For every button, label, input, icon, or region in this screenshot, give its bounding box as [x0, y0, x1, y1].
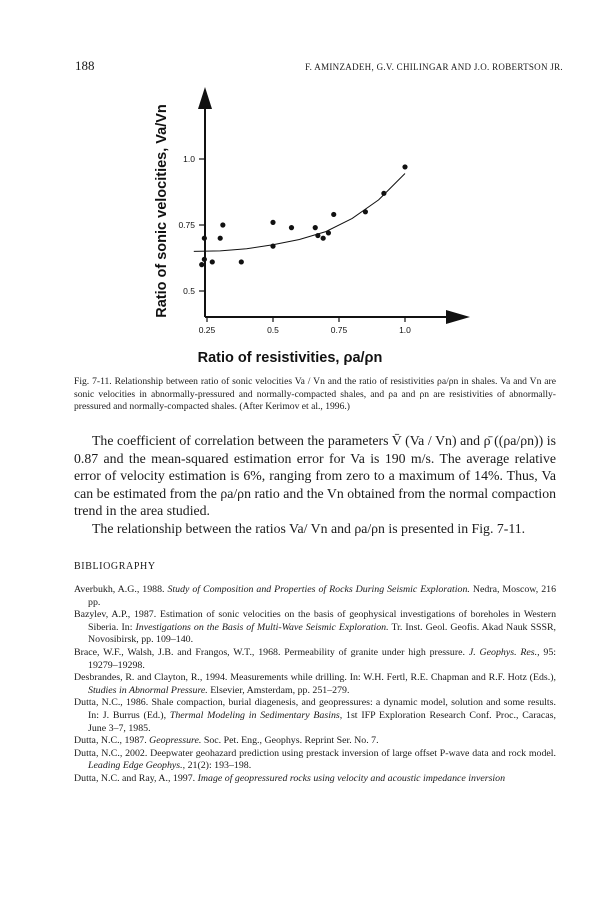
body-paragraph-2: The relationship between the ratios Va/ Vn and ρa/ρn is presented in Fig. 7-11.: [92, 520, 526, 536]
reference-item: Dutta, N.C., 1987. Geopressure. Soc. Pet. Eng., Geophys. Reprint Ser. No. 7.: [74, 735, 379, 747]
reference-item: Brace, W.F., Walsh, J.B. and Frangos, W.T., 1968. Permeability of granite under high pressure. J. Geophys. Res., 95: 19279–19298.: [74, 646, 557, 671]
data-point: [402, 164, 407, 169]
y-tick-label: 0.5: [183, 286, 195, 296]
chart-axes: [154, 87, 470, 366]
x-tick-label: 0.75: [330, 325, 348, 335]
y-axis-label: Ratio of sonic velocities, Va/Vn: [154, 104, 170, 318]
data-point: [381, 191, 386, 196]
data-point: [239, 259, 244, 264]
reference-item: Bazylev, A.P., 1987. Estimation of sonic velocities on the basis of geophysical investigations of boreholes in Western Siberia. In: Investigations on the Basis of Multi-Wave Seismic Exploration. Tr. Inst. Geol. Geofis. Akad Nauk SSSR, Novosibirsk, pp. 109–140.: [74, 609, 557, 646]
y-tick-label: 0.75: [178, 220, 195, 230]
scatter-chart: [150, 85, 480, 370]
data-point: [331, 212, 336, 217]
reference-item: Dutta, N.C., 2002. Deepwater geohazard prediction using prestack inversion of large offset P-wave data and rock model. Leading Edge Geophys., 21(2): 193–198.: [74, 747, 556, 772]
figure-caption: [74, 376, 556, 414]
x-tick-label: 1.0: [399, 325, 411, 335]
chart-marks: [194, 164, 408, 267]
running-head: F. AMINZADEH, G.V. CHILINGAR AND J.O. ROBERTSON JR.: [305, 62, 563, 72]
data-point: [220, 222, 225, 227]
trend-curve: [194, 174, 405, 252]
data-point: [363, 209, 368, 214]
page-number: 188: [75, 58, 95, 73]
y-tick-label: 1.0: [183, 154, 195, 164]
body-text: [74, 432, 556, 538]
data-point: [270, 244, 275, 249]
data-point: [313, 225, 318, 230]
data-point: [202, 236, 207, 241]
x-tick-label: 0.25: [198, 325, 216, 335]
data-point: [199, 262, 204, 267]
caption-label: Fig. 7-11.: [74, 376, 112, 387]
x-tick-label: 0.5: [267, 325, 279, 335]
bibliography-list: [74, 584, 556, 786]
reference-item: Dutta, N.C., 1986. Shale compaction, burial diagenesis, and geopressures: a dynamic model, solution and some results. In: J. Burrus (Ed.), Thermal Modeling in Sedimentary Basins, 1st IFP Exploration Research Conf. Proc., Caracas, June 3–7, 1985.: [74, 697, 556, 734]
x-axis-arrow: [446, 310, 470, 324]
reference-item: Desbrandes, R. and Clayton, R., 1994. Measurements while drilling. In: W.H. Fertl, R.E. Chapman and R.F. Hotz (Eds.), Studies in Abnormal Pressure. Elsevier, Amsterdam, pp. 251–279.: [74, 672, 556, 696]
reference-item: Dutta, N.C. and Ray, A., 1997. Image of geopressured rocks using velocity and acoustic impedance inversion: [74, 772, 506, 784]
data-point: [321, 236, 326, 241]
data-point: [326, 230, 331, 235]
data-point: [289, 225, 294, 230]
x-axis-label: Ratio of resistivities, ρa/ρn: [197, 350, 383, 366]
data-point: [270, 220, 275, 225]
data-point: [218, 236, 223, 241]
caption-text: Relationship between ratio of sonic velocities Va / Vn and the ratio of resistivities ρa/ρn in shales. Va and Vn are sonic velocities in abnormally-pressured and normally-compacted shales, and ρa and ρn are resistivities of abnormally-pressured and normally-compacted shales. (After Kerimov et al., 1996.): [74, 376, 556, 413]
y-axis-arrow: [198, 87, 212, 109]
bibliography-heading: BIBLIOGRAPHY: [74, 561, 156, 572]
data-point: [315, 233, 320, 238]
reference-item: Averbukh, A.G., 1988. Study of Composition and Properties of Rocks During Seismic Exploration. Nedra, Moscow, 216 pp.: [74, 584, 557, 608]
data-point: [210, 259, 215, 264]
data-point: [202, 257, 207, 262]
body-paragraph-1: The coefficient of correlation between the parameters V̄ (Va / Vn) and ρ̄ ((ρa/ρn)) is 0.87 and the mean-squared estimation error for Va is 190 m/s. The average relative error of velocity estimation is 6%, ranging from zero to a maximum of 14%. Thus, Va can be estimated from the ρa/ρn ratio and the Vn obtained from the normal compaction trend in the area studied.: [74, 433, 556, 519]
